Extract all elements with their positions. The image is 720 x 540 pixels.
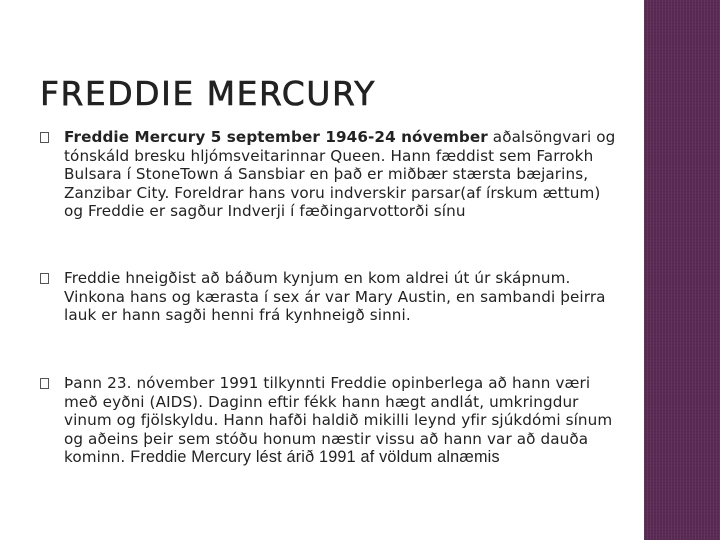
bullet-body: aðalsöngvari og tónskáld bresku hljómsveitarinnar Queen. Hann fæddist sem Farrokh Bulsara í StoneTown á Sansbiar en það er miðbær stærsta bæjarins, Zanzibar City. Foreldrar hans voru indverskir parsar(af írskum ættum) og Freddie er sagður Indverji í fæðingarvottorði sínu [64,128,616,221]
bullet-body: Þann 23. nóvember 1991 tilkynnti Freddie opinberlega að hann væri með eyðni (AIDS). Daginn eftir fékk hann hægt andlát, umkringdur vinum og fjölskyldu. Hann hafði haldið mikilli leynd yfir sjúkdómi sínum og aðeins þeir sem stóðu honum næstir vissu að hann var að dauða kominn. [64,374,613,467]
decorative-sidebar [644,0,720,540]
bullet-body-tail: Freddie Mercury lést árið 1991 af völdum alnæmis [130,448,500,467]
empty-square-bullet-icon [40,132,49,143]
bullet-text [64,128,624,221]
bullet-text [64,269,624,325]
empty-square-bullet-icon [40,378,49,389]
bullet-text [64,374,624,467]
empty-square-bullet-icon [40,273,49,284]
bullet-lead: Freddie Mercury 5 september 1946-24 nóvember [64,128,488,146]
slide-title: FREDDIE MERCURY [40,74,376,113]
bullet-body: Freddie hneigðist að báðum kynjum en kom aldrei út úr skápnum. Vinkona hans og kærasta í sex ár var Mary Austin, en sambandi þeirra lauk er hann sagði henni frá kynhneigð sinni. [64,269,606,325]
